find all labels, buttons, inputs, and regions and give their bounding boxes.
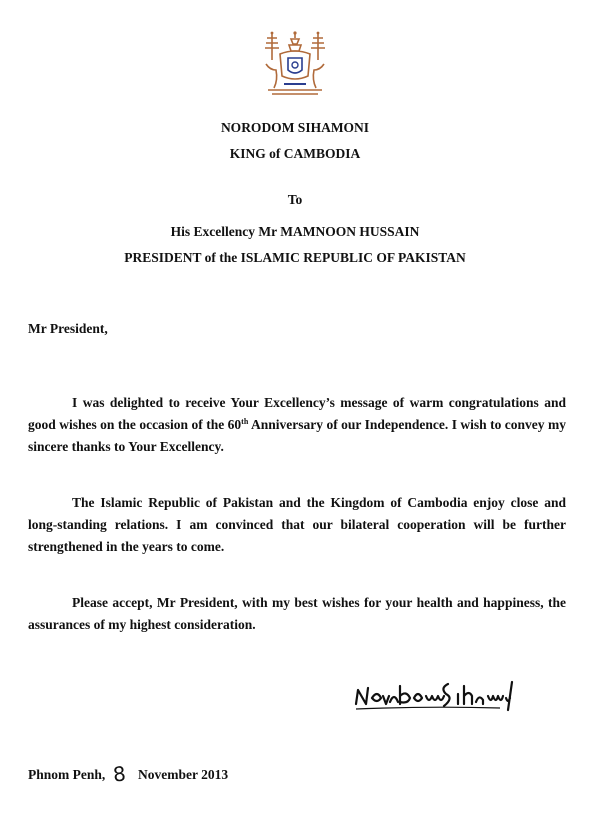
ordinal-suffix: th bbox=[241, 417, 249, 426]
royal-arms-icon bbox=[258, 30, 332, 102]
place: Phnom Penh, bbox=[28, 767, 106, 782]
recipient-name: His Excellency Mr MAMNOON HUSSAIN bbox=[170, 224, 420, 239]
paragraph-1-text-a: I was delighted to receive Your Excellency’s message of warm congratulations and good wishes on the occasion of the 60 bbox=[28, 395, 566, 432]
to-label: To bbox=[287, 192, 303, 207]
month-year: November 2013 bbox=[138, 767, 229, 782]
signature-icon bbox=[350, 676, 520, 714]
paragraph-3: Please accept, Mr President, with my best wishes for your health and happiness, the assurances of my highest consideration. bbox=[28, 595, 566, 632]
paragraph-1-text-b: Anniversary of our Independence. I wish to convey my sincere thanks to Your Excellency. bbox=[28, 417, 566, 454]
sender-title: KING of CAMBODIA bbox=[229, 146, 361, 161]
salutation: Mr President, bbox=[28, 321, 108, 336]
handwritten-day: 8 bbox=[112, 761, 128, 787]
recipient-title: PRESIDENT of the ISLAMIC REPUBLIC OF PAKISTAN bbox=[124, 250, 466, 265]
sender-name: NORODOM SIHAMONI bbox=[220, 120, 370, 135]
paragraph-1 bbox=[28, 392, 566, 458]
paragraph-2: The Islamic Republic of Pakistan and the Kingdom of Cambodia enjoy close and long-standing relations. I am convinced that our bilateral cooperation will be further strengthened in the years to come. bbox=[28, 495, 566, 554]
place-and-date bbox=[28, 762, 228, 786]
